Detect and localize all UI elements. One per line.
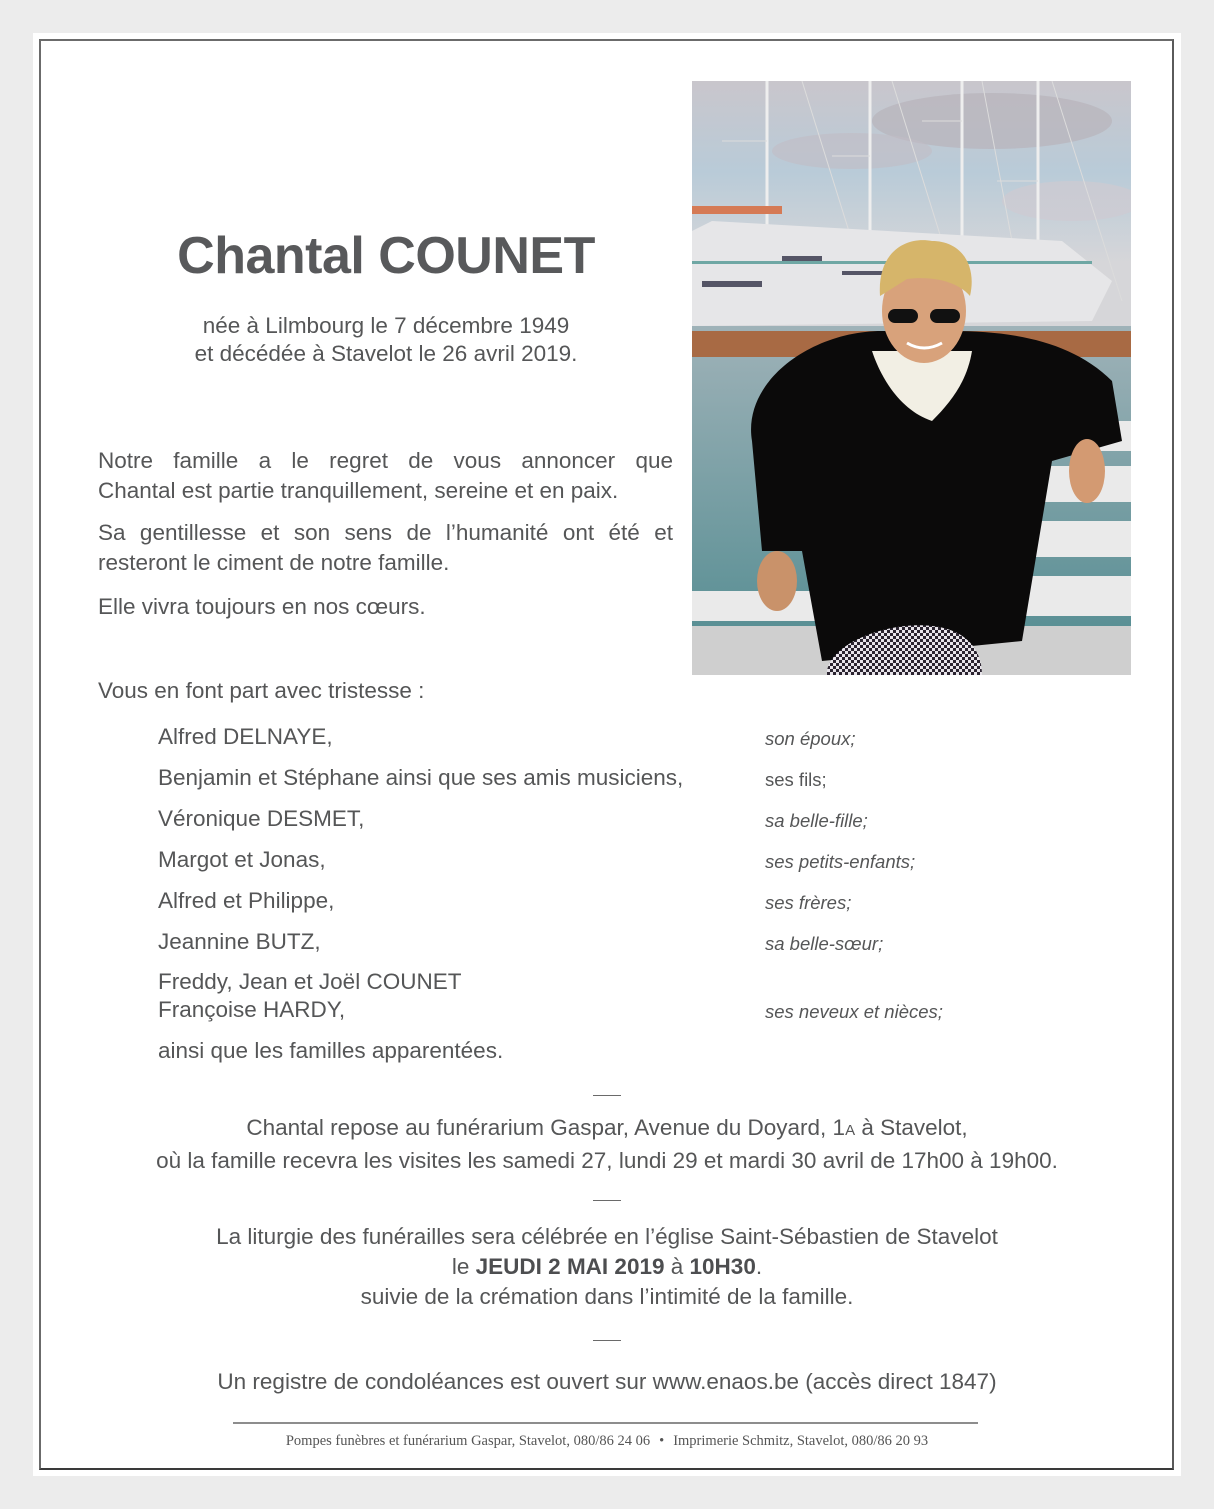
tribute-paragraph: [98, 518, 673, 578]
condolences-info: Un registre de condoléances est ouvert sur www.enaos.be (accès direct 1847): [217, 1369, 997, 1394]
paragraph-line: Notre famille a le regret de vous annoncer que: [98, 448, 673, 473]
visitation-line: où la famille recevra les visites les samedi 27, lundi 29 et mardi 30 avril de 17h00 à 19h00.: [156, 1148, 1058, 1173]
funeral-date: JEUDI 2 MAI 2019: [475, 1254, 665, 1279]
family-member-name: Margot et Jonas,: [158, 847, 326, 872]
family-member-name-continued: Françoise HARDY,: [158, 997, 346, 1022]
family-member-relation: son époux;: [765, 728, 856, 749]
paragraph-line: resteront le ciment de notre famille.: [98, 550, 450, 575]
portrait-photo-illustration: [692, 81, 1131, 675]
funeral-text: .: [755, 1254, 763, 1279]
family-member-relation: sa belle-fille;: [765, 810, 868, 831]
family-member-name: Alfred DELNAYE,: [158, 724, 333, 749]
paragraph-line: Chantal est partie tranquillement, sereine et en paix.: [98, 478, 619, 503]
portrait-photo: [692, 81, 1131, 675]
visitation-text: Chantal repose au funérarium Gaspar, Avenue du Doyard, 1: [246, 1115, 846, 1140]
funeral-home-credit: Pompes funèbres et funérarium Gaspar, Stavelot, 080/86 24 06: [285, 1433, 651, 1449]
family-member-name: Jeannine BUTZ,: [158, 929, 321, 954]
funeral-text: le: [451, 1254, 476, 1279]
section-divider: [593, 1095, 621, 1096]
section-divider: [593, 1340, 621, 1341]
visitation-text: à Stavelot,: [855, 1115, 968, 1140]
bullet-separator: •: [659, 1433, 665, 1449]
family-member-relation: ses petits-enfants;: [765, 851, 916, 872]
visitation-info: [40, 1113, 1174, 1176]
section-divider: [593, 1200, 621, 1201]
family-intro: Vous en font part avec tristesse :: [98, 678, 425, 703]
family-member-relation: ses fils;: [765, 769, 827, 790]
funeral-time: 10H30: [689, 1254, 756, 1279]
funeral-info: [40, 1222, 1174, 1312]
printer-credit: Imprimerie Schmitz, Stavelot, 080/86 20 93: [673, 1433, 929, 1449]
paragraph-line: Sa gentillesse et son sens de l’humanité ont été et: [98, 520, 673, 545]
funeral-line: La liturgie des funérailles sera célébrée en l’église Saint-Sébastien de Stavelot: [216, 1224, 998, 1249]
family-closing: ainsi que les familles apparentées.: [158, 1038, 504, 1063]
death-line: et décédée à Stavelot le 26 avril 2019.: [194, 341, 578, 366]
life-dates: [100, 312, 672, 368]
address-suffix: A: [845, 1122, 856, 1139]
paragraph-line: Elle vivra toujours en nos cœurs.: [98, 594, 426, 619]
funeral-text: à: [664, 1254, 690, 1279]
footer-credits: [40, 1433, 1174, 1450]
birth-line: née à Lilmbourg le 7 décembre 1949: [202, 313, 570, 338]
family-member-relation: ses frères;: [765, 892, 852, 913]
family-member-name: Freddy, Jean et Joël COUNET: [158, 969, 462, 994]
family-member-name: Véronique DESMET,: [158, 806, 365, 831]
visitation-line: [40, 1113, 1174, 1146]
announcement-paragraph: [98, 446, 673, 506]
footer-rule: [233, 1422, 978, 1424]
funeral-line: suivie de la crémation dans l’intimité de la famille.: [360, 1284, 854, 1309]
deceased-name: Chantal COUNET: [177, 227, 595, 285]
family-member-relation: sa belle-sœur;: [765, 933, 884, 954]
family-member-name: Alfred et Philippe,: [158, 888, 335, 913]
funeral-line: [40, 1252, 1174, 1282]
memory-paragraph: [98, 592, 673, 622]
family-member-name: Benjamin et Stéphane ainsi que ses amis musiciens,: [158, 765, 684, 790]
family-member-relation: ses neveux et nièces;: [765, 1001, 943, 1022]
